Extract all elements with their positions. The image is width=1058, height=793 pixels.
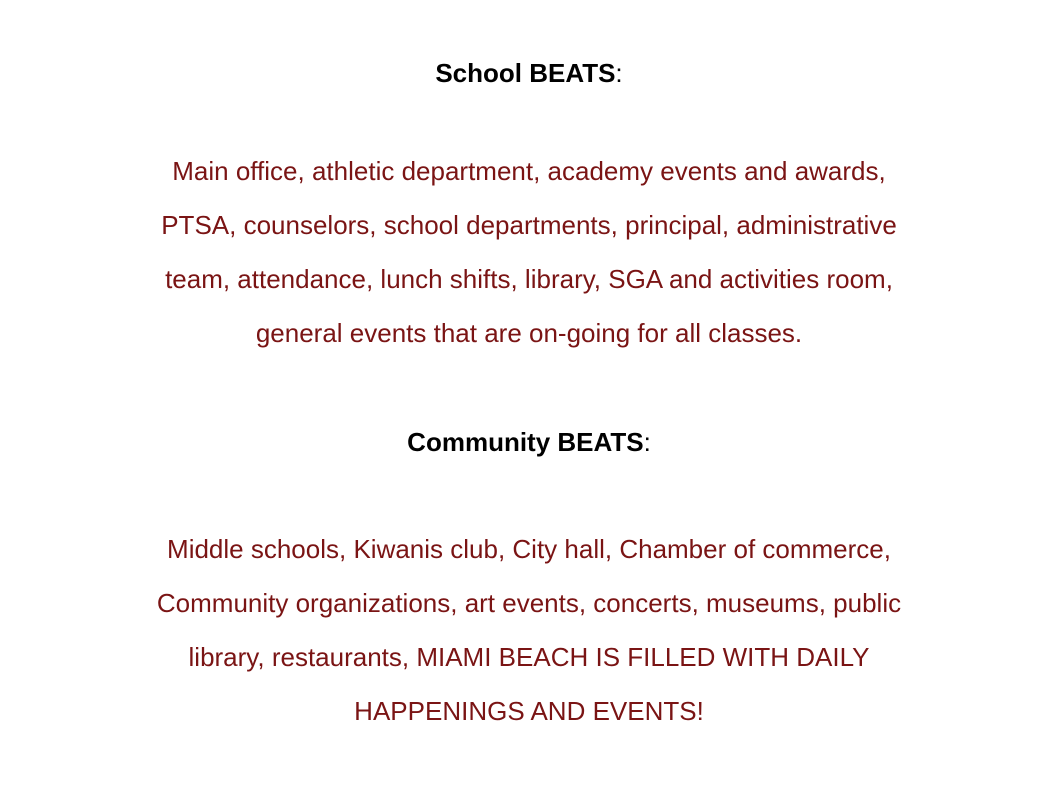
school-beats-line: team, attendance, lunch shifts, library, SGA and activities room, [165,264,893,294]
community-beats-heading-text: Community BEATS [407,427,644,457]
school-beats-list [40,144,1018,360]
community-beats-line: HAPPENINGS AND EVENTS! [354,696,704,726]
school-beats-heading [0,58,1058,88]
school-beats-heading-text: School BEATS [435,58,616,88]
school-beats-line: PTSA, counselors, school departments, principal, administrative [161,210,897,240]
community-beats-line: Middle schools, Kiwanis club, City hall, Chamber of commerce, [167,534,891,564]
school-beats-line: general events that are on-going for all classes. [255,318,803,348]
community-beats-list [40,522,1018,738]
school-beats-line: Main office, athletic department, academy events and awards, [172,156,886,186]
community-beats-heading [0,427,1058,457]
community-beats-line: Community organizations, art events, concerts, museums, public [156,588,902,618]
school-beats-heading-colon: : [615,58,623,88]
community-beats-heading-colon: : [643,427,651,457]
community-beats-line: library, restaurants, MIAMI BEACH IS FILLED WITH DAILY [188,642,870,672]
